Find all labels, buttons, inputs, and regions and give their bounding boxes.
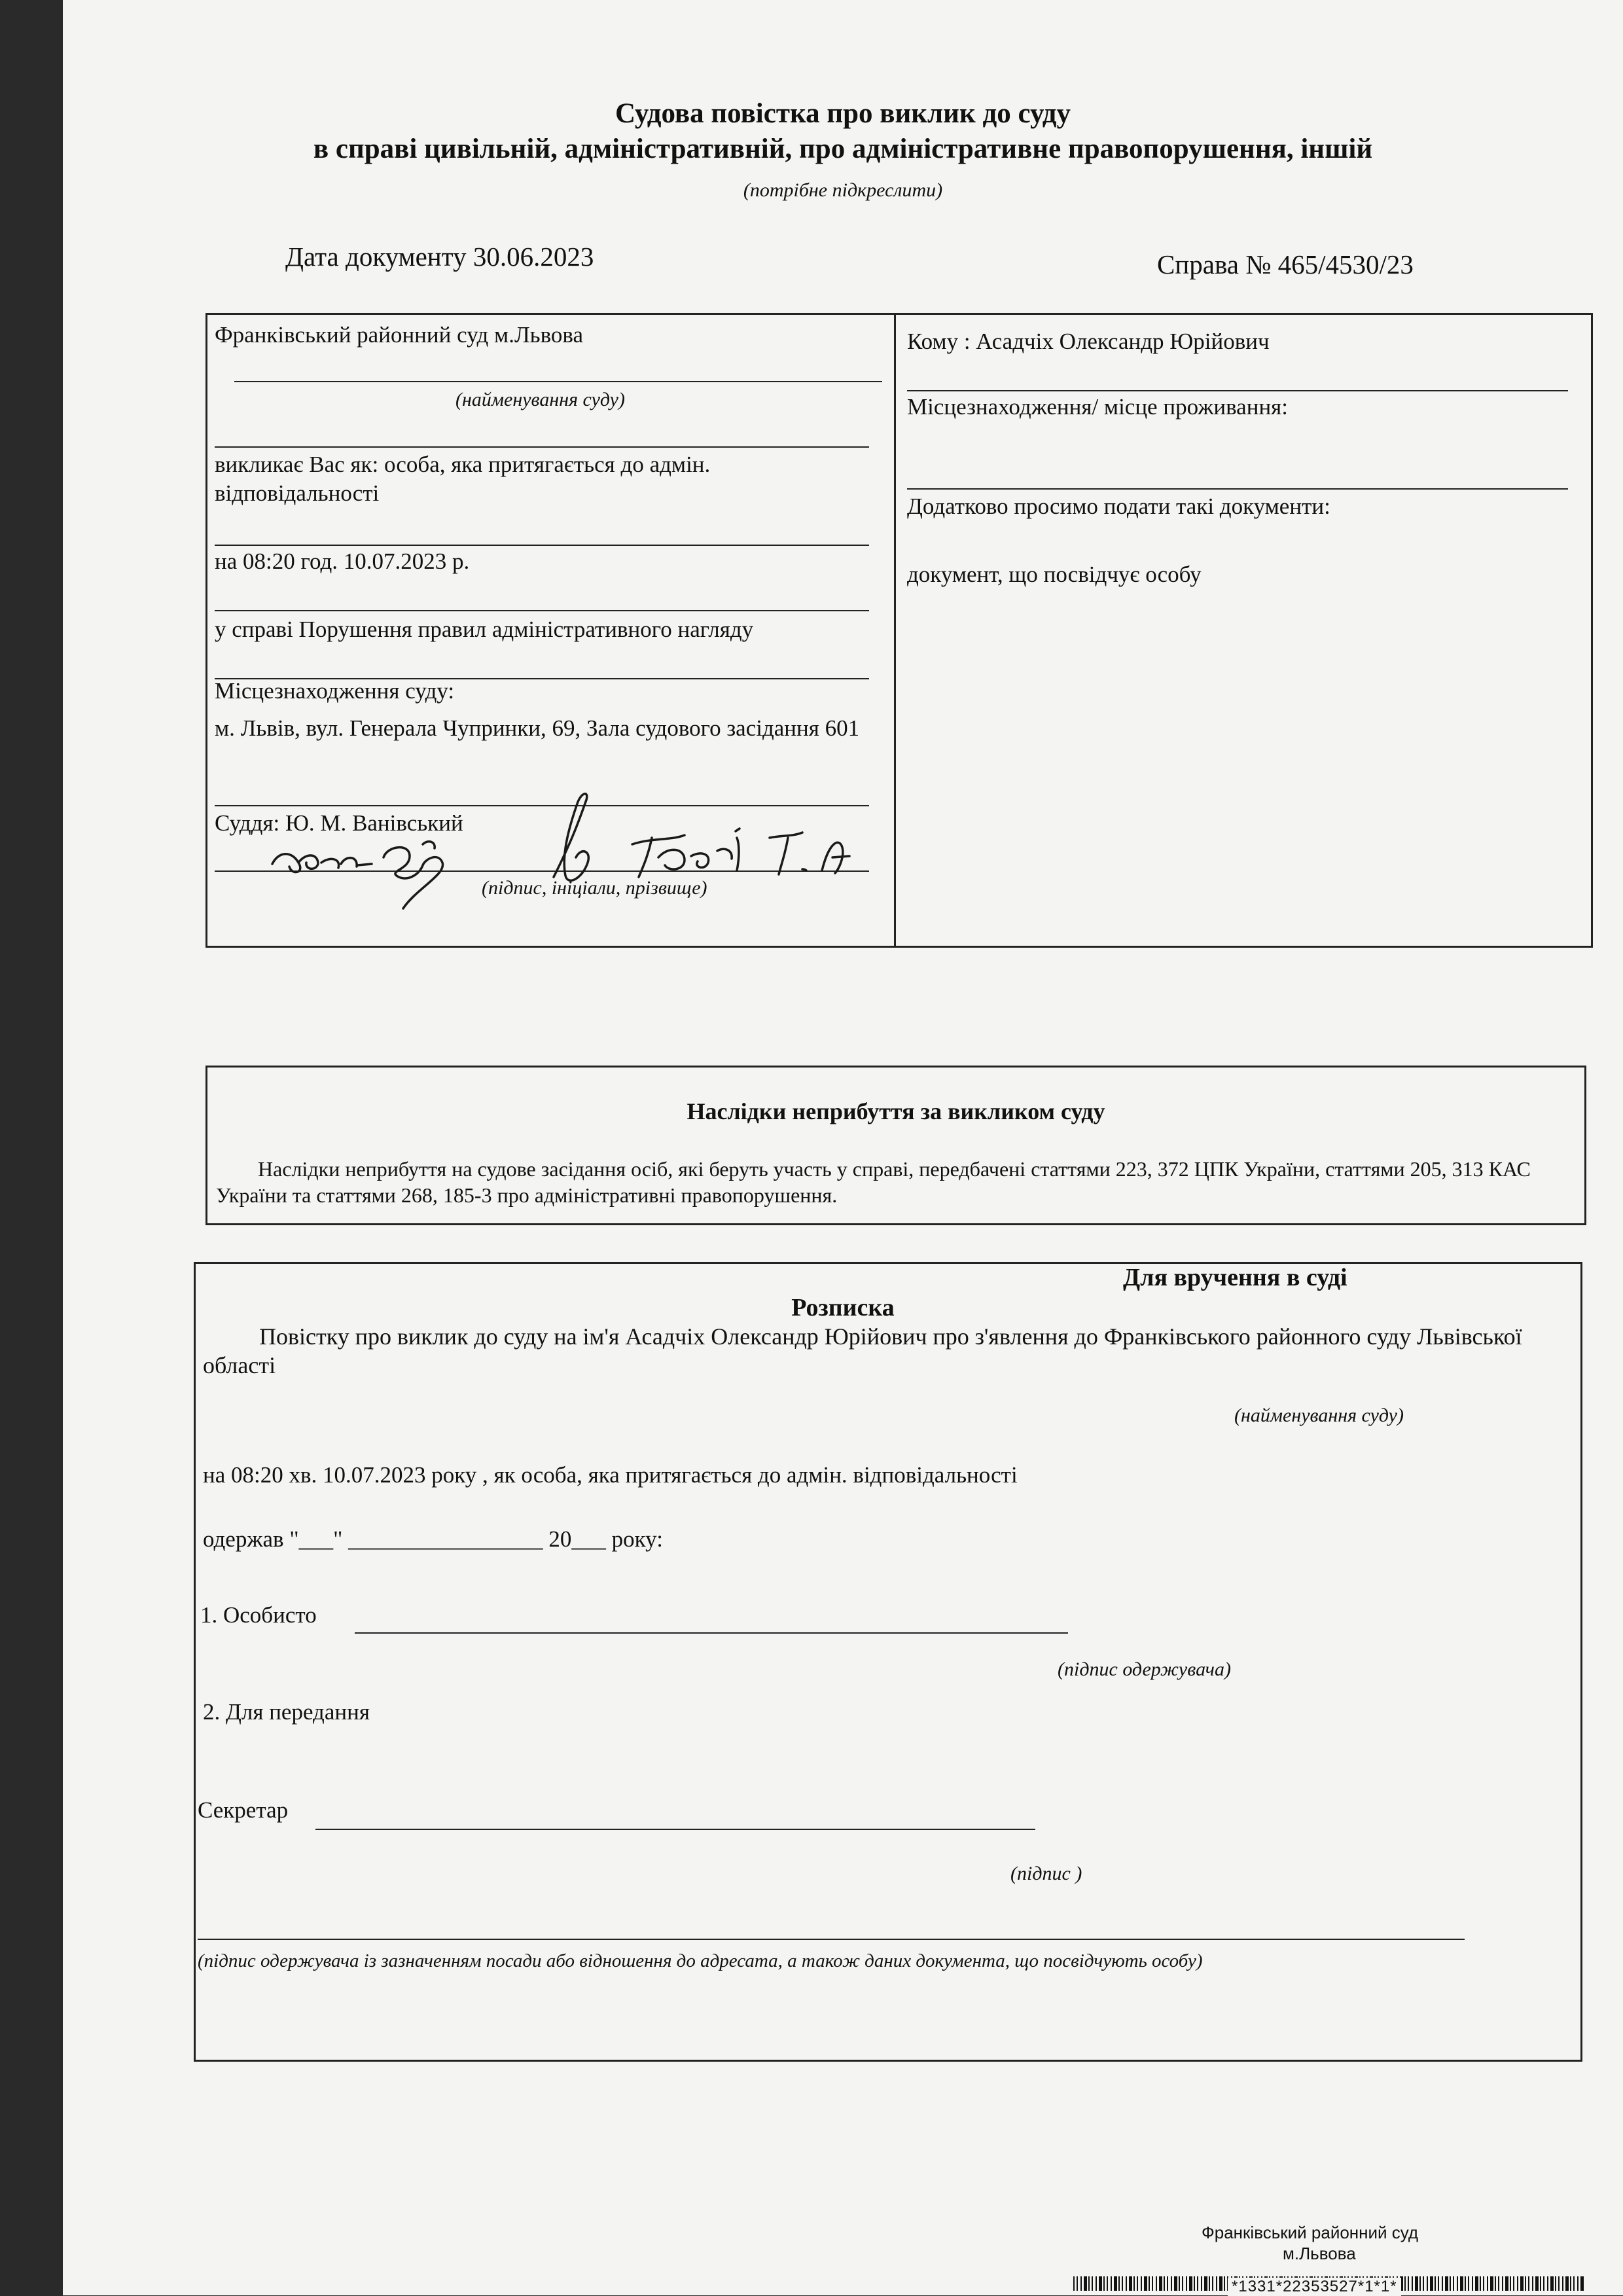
secretary-signature-caption: (підпис )	[1010, 1863, 1082, 1884]
barcode-bar	[1149, 2276, 1150, 2291]
barcode-bar	[1159, 2276, 1162, 2291]
barcode-bar	[1171, 2276, 1172, 2291]
barcode-bar	[1502, 2276, 1503, 2291]
barcode-bar	[1430, 2276, 1433, 2291]
barcode-bar	[1547, 2276, 1548, 2291]
barcode-bar	[1483, 2276, 1484, 2291]
barcode-bar	[1540, 2276, 1541, 2291]
court-caption: (найменування суду)	[455, 389, 625, 410]
barcode-bar	[1141, 2276, 1142, 2291]
barcode-bar	[1412, 2276, 1413, 2291]
barcode-bar	[1167, 2276, 1168, 2291]
for-transfer-label: 2. Для передання	[203, 1699, 370, 1725]
barcode-bar	[1555, 2276, 1556, 2291]
barcode-bar	[1164, 2276, 1165, 2291]
barcode-bar	[1468, 2276, 1469, 2291]
barcode-bar	[1445, 2276, 1448, 2291]
barcode-bar	[1084, 2276, 1087, 2291]
barcode-bar	[1194, 2276, 1195, 2291]
handwritten-signature	[259, 785, 914, 916]
barcode-bar	[1152, 2276, 1153, 2291]
barcode-bar	[1442, 2276, 1443, 2291]
barcode-bar	[1092, 2276, 1093, 2291]
barcode-bar	[1450, 2276, 1451, 2291]
barcode-bar	[1201, 2276, 1202, 2291]
barcode-bar	[1577, 2276, 1578, 2291]
barcode-bar	[1535, 2276, 1539, 2291]
receipt-box	[194, 1262, 1582, 2062]
barcode-bar	[1517, 2276, 1518, 2291]
barcode-bar	[1099, 2276, 1102, 2291]
barcode-bar	[1543, 2276, 1544, 2291]
personal-label: 1. Особисто	[200, 1602, 317, 1628]
receipt-time-line: на 08:20 хв. 10.07.2023 року , як особа, яка притягається до адмін. відповідальності	[203, 1462, 1018, 1488]
barcode-bar	[1490, 2276, 1493, 2291]
court-name: Франківський районний суд м.Львова	[215, 322, 584, 348]
barcode-bar	[1088, 2276, 1090, 2291]
barcode-bar	[1137, 2276, 1138, 2291]
barcode-bar	[1435, 2276, 1436, 2291]
barcode-bar	[1472, 2276, 1473, 2291]
stamp-line-1: Франківський районний суд	[1202, 2223, 1419, 2242]
barcode-bar	[1562, 2276, 1563, 2291]
barcode-bar	[1505, 2276, 1508, 2291]
barcode-bar	[1520, 2276, 1524, 2291]
barcode-bar	[1224, 2276, 1225, 2291]
title-note: (потрібне підкреслити)	[743, 179, 943, 201]
barcode-bar	[1457, 2276, 1458, 2291]
barcode-bar	[1528, 2276, 1529, 2291]
recipient-signature-caption: (підпис одержувача)	[1058, 1659, 1231, 1680]
barcode-bar	[1103, 2276, 1105, 2291]
barcode-bar	[1179, 2276, 1180, 2291]
barcode-bar	[1189, 2276, 1192, 2291]
case-number: Справа № 465/4530/23	[1157, 249, 1414, 279]
secretary-label: Секретар	[198, 1797, 289, 1823]
barcode-bar	[1465, 2276, 1466, 2291]
barcode-bar	[1408, 2276, 1409, 2291]
barcode-bar	[1118, 2276, 1120, 2291]
barcode-bar	[1475, 2276, 1478, 2291]
barcode-bar	[1080, 2276, 1082, 2291]
barcode-bar	[1550, 2276, 1554, 2291]
barcode-text: *1331*22353527*1*1*	[1228, 2278, 1401, 2296]
title-line-1: Судова повістка про виклик до суду	[615, 98, 1071, 129]
barcode-bar	[1438, 2276, 1439, 2291]
barcode-bar	[1495, 2276, 1496, 2291]
consequences-title: Наслідки неприбуття за викликом суду	[687, 1098, 1105, 1124]
barcode-bar	[1480, 2276, 1481, 2291]
stamp-line-2: м.Львова	[1283, 2244, 1356, 2263]
barcode-bar	[1111, 2276, 1112, 2291]
summons-as: викликає Вас як: особа, яка притягається до адмін. відповідальності	[215, 452, 711, 506]
barcode-bar	[1404, 2276, 1406, 2291]
barcode-bar	[1573, 2276, 1575, 2291]
barcode-bar	[1129, 2276, 1132, 2291]
barcode-bar	[1212, 2276, 1213, 2291]
barcode-bar	[1077, 2276, 1078, 2291]
document-page	[63, 0, 1623, 2295]
barcode-bar	[1419, 2276, 1421, 2291]
barcode-bar	[1570, 2276, 1571, 2291]
barcode-bar	[1114, 2276, 1117, 2291]
received-line: одержав "___" _________________ 20___ року:	[203, 1526, 663, 1552]
recipient-name: Кому : Асадчіх Олександр Юрійович	[907, 329, 1270, 354]
barcode-bar	[1513, 2276, 1514, 2291]
barcode-bar	[1209, 2276, 1210, 2291]
documents-value: документ, що посвідчує особу	[907, 562, 1202, 587]
documents-label: Додатково просимо подати такі документи:	[907, 493, 1330, 519]
barcode-bar	[1580, 2276, 1584, 2291]
barcode-bar	[1096, 2276, 1097, 2291]
barcode-bar	[1197, 2276, 1198, 2291]
barcode-bar	[1144, 2276, 1147, 2291]
hearing-time: на 08:20 год. 10.07.2023 р.	[215, 548, 470, 574]
barcode-bar	[1216, 2276, 1217, 2291]
receipt-court-caption: (найменування суду)	[1234, 1405, 1404, 1426]
consequences-text: Наслідки неприбуття на судове засідання осіб, які беруть участь у справі, передбачені статтями 223, 372 ЦПК України, статтями 205, 313 КАС України та статтями 268, 185-3 про адміністративні правопорушення.	[216, 1157, 1531, 1207]
document-date: Дата документу 30.06.2023	[285, 242, 594, 272]
barcode-bar	[1156, 2276, 1157, 2291]
barcode-bar	[1107, 2276, 1108, 2291]
title-line-2: в справі цивільній, адміністративній, про адміністративне правопорушення, іншій	[313, 134, 1373, 164]
barcode-bar	[1219, 2276, 1222, 2291]
barcode-bar	[1126, 2276, 1127, 2291]
barcode-bar	[1133, 2276, 1135, 2291]
judge-name: Суддя: Ю. М. Ванівський	[215, 810, 463, 836]
receipt-title: Розписка	[791, 1294, 895, 1321]
barcode-bar	[1558, 2276, 1560, 2291]
receipt-paragraph: Повістку про виклик до суду на ім'я Асадчіх Олександр Юрійович про з'явлення до Франківського районного суду Львівської області	[203, 1323, 1522, 1378]
barcode-bar	[1525, 2276, 1526, 2291]
court-location-label: Місцезнаходження суду:	[215, 678, 455, 704]
barcode-bar	[1498, 2276, 1499, 2291]
barcode-bar	[1204, 2276, 1207, 2291]
barcode-bar	[1122, 2276, 1123, 2291]
barcode-bar	[1460, 2276, 1463, 2291]
barcode-bar	[1532, 2276, 1533, 2291]
barcode-bar	[1427, 2276, 1428, 2291]
barcode-bar	[1510, 2276, 1511, 2291]
court-location-value: м. Львів, вул. Генерала Чупринки, 69, Зала судового засідання 601	[215, 715, 860, 741]
barcode-bar	[1415, 2276, 1418, 2291]
barcode-bar	[1487, 2276, 1488, 2291]
signature-caption: (підпис, ініціали, прізвище)	[482, 877, 707, 899]
barcode-bar	[1453, 2276, 1454, 2291]
barcode-bar	[1423, 2276, 1424, 2291]
barcode-bar	[1174, 2276, 1177, 2291]
receipt-corner: Для вручення в суді	[1123, 1264, 1347, 1291]
barcode-bar	[1073, 2276, 1075, 2291]
case-matter: у справі Порушення правил адміністративного нагляду	[215, 617, 754, 642]
barcode-bar	[1186, 2276, 1187, 2291]
barcode-bar	[1565, 2276, 1569, 2291]
residence-label: Місцезнаходження/ місце проживання:	[907, 394, 1288, 420]
barcode-bar	[1182, 2276, 1183, 2291]
bottom-caption: (підпис одержувача із зазначенням посади або відношення до адресата, а також даних документа, що посвідчують особу)	[198, 1950, 1203, 1971]
